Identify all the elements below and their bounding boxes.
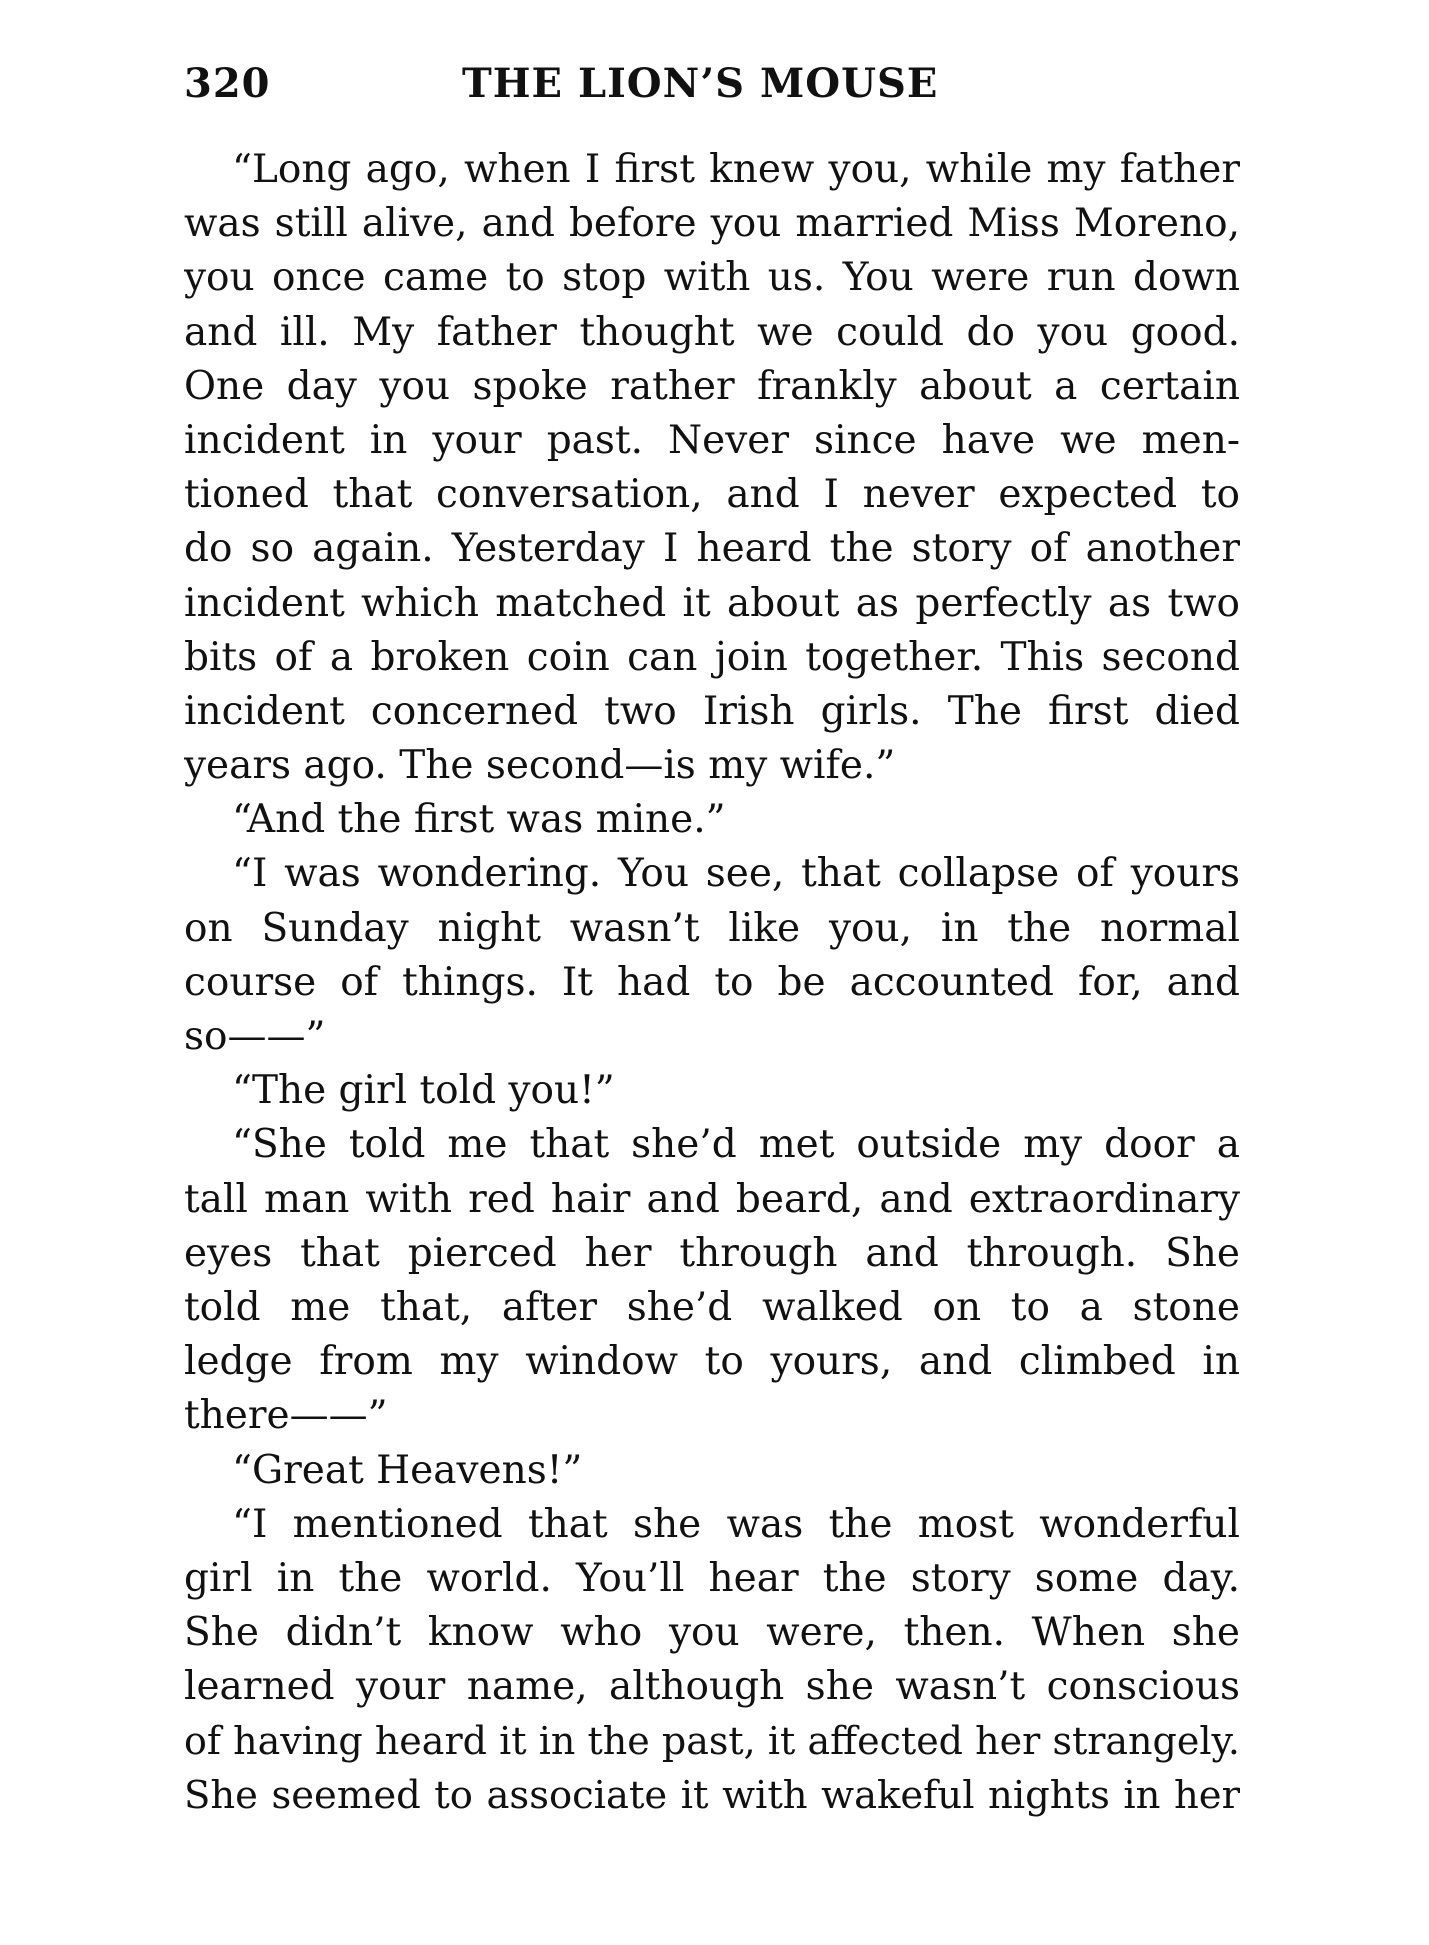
text-line: told me that, after she’d walked on to a stone	[184, 1284, 1240, 1330]
text-line: learned your name, although she wasn’t conscious	[184, 1664, 1240, 1710]
text-line: course of things. It had to be accounted for, and	[184, 959, 1240, 1005]
text-line: “And the first was mine.”	[232, 797, 726, 843]
text-line: She didn’t know who you were, then. When she	[184, 1610, 1240, 1656]
text-line: tall man with red hair and beard, and extraordinary	[184, 1176, 1240, 1222]
text-line: and ill. My father thought we could do you good.	[184, 309, 1240, 355]
text-line: incident in your past. Never since have we men-	[184, 417, 1240, 463]
text-line: so——”	[184, 1014, 326, 1059]
body-text	[184, 143, 1240, 1823]
text-line: incident concerned two Irish girls. The first died	[184, 688, 1240, 734]
text-line: “Long ago, when I first knew you, while my father	[232, 147, 1240, 192]
text-line: “She told me that she’d met outside my door a	[232, 1122, 1240, 1168]
text-line: “Great Heavens!”	[232, 1447, 583, 1493]
text-line: on Sunday night wasn’t like you, in the normal	[184, 905, 1240, 951]
page-number: 320	[184, 60, 271, 107]
text-line: ledge from my window to yours, and climbed in	[184, 1339, 1240, 1385]
text-line: incident which matched it about as perfectly as two	[184, 580, 1240, 626]
text-line: “I mentioned that she was the most wonderful	[232, 1501, 1240, 1547]
text-line: “I was wondering. You see, that collapse of yours	[232, 851, 1240, 897]
text-line: you once came to stop with us. You were run down	[184, 255, 1240, 301]
text-line: One day you spoke rather frankly about a certain	[184, 363, 1240, 409]
page-header	[184, 60, 1240, 120]
text-line: was still alive, and before you married Miss Moreno,	[184, 201, 1240, 247]
text-line: there——”	[184, 1393, 388, 1439]
text-line: She seemed to associate it with wakeful nights in her	[184, 1772, 1240, 1818]
text-line: bits of a broken coin can join together. This second	[184, 634, 1240, 680]
text-line: of having heard it in the past, it affected her strangely.	[184, 1719, 1240, 1764]
running-title: THE LION’S MOUSE	[462, 60, 939, 107]
text-line: do so again. Yesterday I heard the story of another	[184, 526, 1240, 572]
text-line: girl in the world. You’ll hear the story some day.	[184, 1555, 1240, 1601]
text-line: tioned that conversation, and I never expected to	[184, 472, 1240, 518]
text-line: years ago. The second—is my wife.”	[184, 743, 896, 789]
text-line: “The girl told you!”	[232, 1068, 615, 1114]
text-line: eyes that pierced her through and through. She	[184, 1230, 1240, 1276]
